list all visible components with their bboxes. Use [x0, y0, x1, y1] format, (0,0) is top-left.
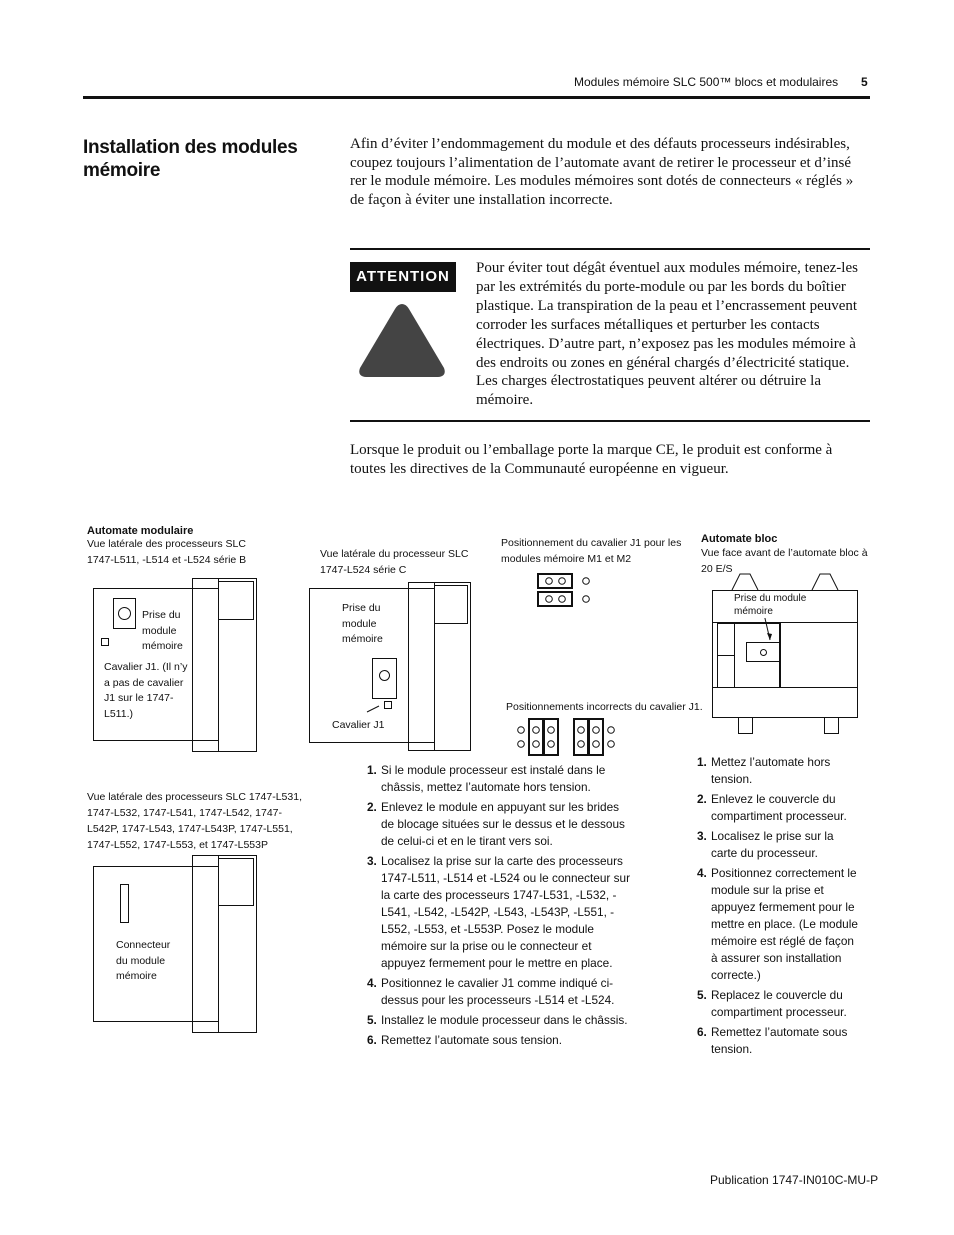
list-item [367, 853, 632, 972]
intro-paragraph: Afin d’éviter l’endommagement du module et des défauts processeurs indésirables, coupez toujours l’alimentation de l’automate avant de retirer le processeur et d’insé rer le module mémoire. Les modules mémoires sont dotés de connecteurs « réglés » de façon à éviter une installation incorrecte. [350, 136, 854, 208]
list-item [697, 987, 862, 1021]
step-text: Enlevez le module en appuyant sur les brides de blocage situées sur le dessus et le dessous de celui-ci et en le tirant vers soi. [381, 800, 625, 848]
step-text: Remettez l’automate sous tension. [381, 1033, 562, 1047]
bloc-socket-label: Prise du module mémoire [734, 592, 814, 618]
page-number: 5 [861, 75, 868, 89]
list-item [367, 975, 632, 1009]
section-title: Installation des modules mémoire [83, 137, 298, 181]
list-item [697, 1024, 862, 1058]
step-number: 5. [697, 988, 707, 1002]
modular-figure-title: Automate modulaire [87, 525, 194, 537]
list-item [697, 865, 862, 984]
connector-label: Connecteur du module mémoire [116, 939, 171, 982]
list-item [697, 754, 862, 788]
bloc-figure-subtitle: Vue face avant de l’automate bloc à 20 E/S [701, 547, 868, 575]
step-text: Replacez le couvercle du compartiment processeur. [711, 988, 847, 1019]
bloc-steps-list [697, 754, 862, 1061]
step-number: 6. [697, 1025, 707, 1039]
step-text: Localisez le prise sur la carte du processeur. [711, 829, 834, 860]
step-number: 1. [367, 763, 377, 777]
step-text: Si le module processeur est instalé dans le châssis, mettez l’automate hors tension. [381, 763, 606, 794]
step-text: Localisez la prise sur la carte des processeurs 1747-L511, -L514 et -L524 ou le connecteur sur la carte des processeurs 1747-L531, -L532, -L541, -L542, -L542P, -L543, -L543P, -L551, -L552, -L553, et -L553P. Posez le module mémoire sur la prise ou le connecteur et appuyez fermement pour le mettre en place. [381, 854, 631, 970]
j1-incorrect-caption: Positionnements incorrects du cavalier J1. [506, 701, 703, 713]
header-rule [83, 96, 870, 99]
attention-top-rule [350, 248, 870, 250]
step-text: Installez le module processeur dans le châssis. [381, 1013, 628, 1027]
jumper-j1-label: Cavalier J1. (Il n’y a pas de cavalier J1 sur le 1747-L511.) [104, 661, 188, 720]
l53x-figure-subtitle: Vue latérale des processeurs SLC 1747-L531, 1747-L532, 1747-L541, 1747-L542, 1747-L542P, 1747-L543, 1747-L543P, 1747-L551, 1747-L552, 1747-L553, et 1747-L553P [87, 791, 302, 851]
attention-bottom-rule [350, 420, 870, 422]
jumper-j1-label-2: Cavalier J1 [332, 719, 385, 731]
step-text: Mettez l’automate hors tension. [711, 755, 831, 786]
warning-triangle-icon [356, 300, 448, 380]
step-text: Enlevez le couvercle du compartiment processeur. [711, 792, 847, 823]
step-text: Remettez l’automate sous tension. [711, 1025, 848, 1056]
step-number: 1. [697, 755, 707, 769]
j1-incorrect-jumper-diagram [514, 718, 619, 758]
list-item [697, 791, 862, 825]
modular-steps-list [367, 762, 632, 1052]
socket-label: Prise du module mémoire [142, 609, 183, 652]
step-number: 6. [367, 1033, 377, 1047]
l524c-figure-subtitle: Vue latérale du processeur SLC 1747-L524 série C [320, 548, 469, 576]
publication-number: Publication 1747-IN010C-MU-P [710, 1173, 879, 1187]
ce-note: Lorsque le produit ou l’emballage porte la marque CE, le produit est conforme à toutes les directives de la Communauté européenne en vigueur. [350, 442, 833, 477]
step-number: 4. [697, 866, 707, 880]
attention-badge [350, 262, 456, 292]
socket-label-2: Prise du module mémoire [342, 602, 383, 645]
list-item [367, 1012, 632, 1029]
step-number: 4. [367, 976, 377, 990]
list-item [367, 762, 632, 796]
step-text: Positionnez correctement le module sur la prise et appuyez fermement pour le mettre en place. (Le module mémoire est réglé de façon à assurer son installation correcte.) [711, 866, 858, 982]
step-text: Positionnez le cavalier J1 comme indiqué ci-dessus pour les processeurs -L514 et -L524. [381, 976, 615, 1007]
attention-text: Pour éviter tout dégât éventuel aux modules mémoire, tenez-les par les extrémités du porte-module ou par les bords du boîtier plastique. La transpiration de la peau et l’encrassement peuvent corroder les surfaces métalliques et perturber les contacts électriques. D’autre part, n’exposez pas les modules mémoire à des endroits ou zones en général chargés d’électricité statique. Les charges électrostatiques peuvent altérer ou détruire la mémoire. [476, 260, 858, 409]
modular-figure-subtitle: Vue latérale des processeurs SLC 1747-L511, -L514 et -L524 série B [87, 538, 247, 566]
attention-label: ATTENTION [356, 268, 450, 285]
step-number: 2. [367, 800, 377, 814]
j1-correct-caption: Positionnement du cavalier J1 pour les modules mémoire M1 et M2 [501, 537, 682, 565]
list-item [367, 799, 632, 850]
step-number: 3. [697, 829, 707, 843]
list-item [697, 828, 862, 862]
step-number: 5. [367, 1013, 377, 1027]
list-item [367, 1032, 632, 1049]
j1-correct-jumper-diagram [537, 572, 597, 608]
bloc-figure-title: Automate bloc [701, 533, 778, 545]
step-number: 2. [697, 792, 707, 806]
running-title: Modules mémoire SLC 500™ blocs et modulaires [574, 75, 839, 89]
step-number: 3. [367, 854, 377, 868]
